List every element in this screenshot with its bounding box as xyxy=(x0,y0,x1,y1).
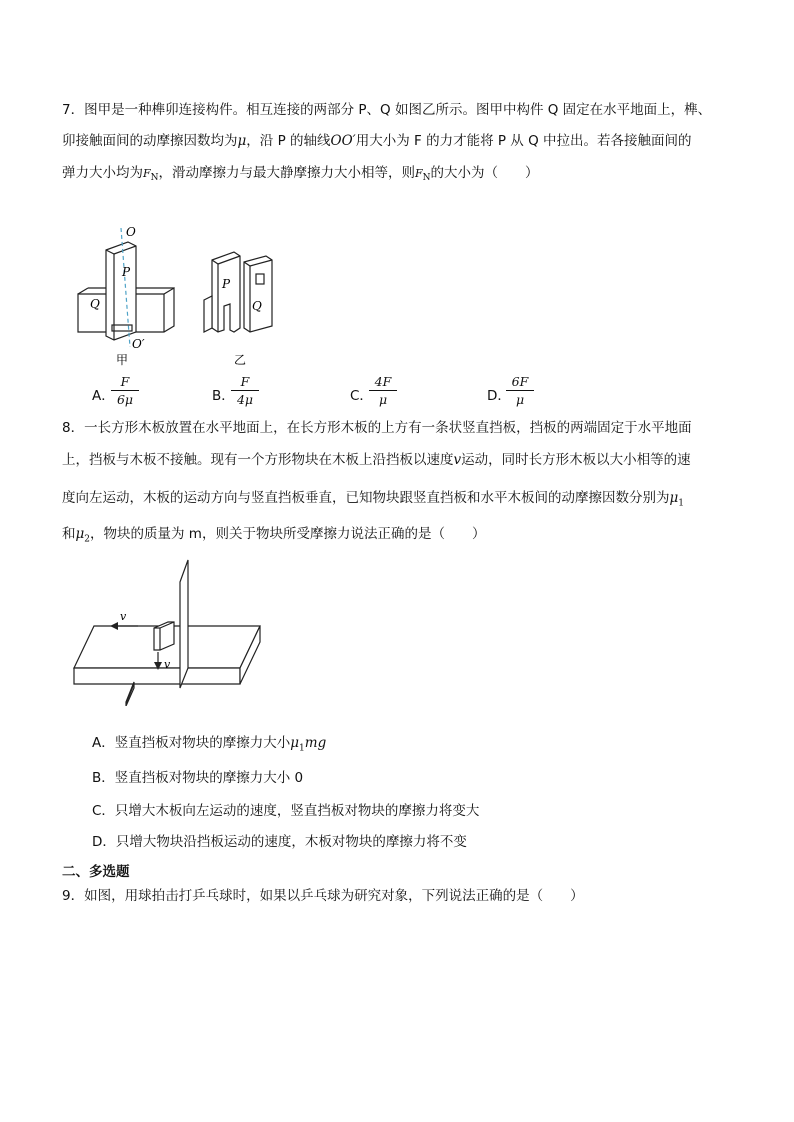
q7-option-c-fraction: 4F μ xyxy=(366,374,400,407)
q8-figure-board-and-baffle xyxy=(70,556,270,706)
q7-mu-symbol: μ xyxy=(237,133,247,149)
q7-label-Q: Q xyxy=(90,297,100,311)
q7-label-O-prime: O′ xyxy=(132,337,145,351)
q8-text-line3 xyxy=(62,488,684,514)
q8-option-a xyxy=(92,733,326,759)
q8-text-line4 xyxy=(62,524,485,550)
q8-text-line1: 8．一长方形木板放置在水平地面上，在长方形木板的上方有一条状竖直挡板，挡板的两端固定于水平地面 xyxy=(62,420,692,436)
q8-text-line2 xyxy=(62,450,691,470)
section-multi-choice-title: 二、多选题 xyxy=(62,864,130,880)
q7-line2-part-a: 卯接触面间的动摩擦因数均为 xyxy=(62,133,238,149)
q7-label-yi: 乙 xyxy=(234,353,247,367)
q7-option-d-fraction: 6F μ xyxy=(503,374,537,407)
q7-yi-label-Q: Q xyxy=(252,299,262,313)
q8-option-d: D．只增大物块沿挡板运动的速度，木板对物块的摩擦力将不变 xyxy=(92,834,467,850)
q7-line3-part-c: 的大小为（ ） xyxy=(430,165,539,181)
q7-fn-symbol-1: $F_N$ xyxy=(143,167,159,184)
q8-option-b: B．竖直挡板对物块的摩擦力大小 0 xyxy=(92,770,304,786)
q7-line2-part-c: 用大小为 F 的力才能将 P 从 Q 中拉出。若各接触面间的 xyxy=(355,133,692,149)
q7-fn-symbol-2: $F_N$ xyxy=(415,167,431,184)
q7-label-jia: 甲 xyxy=(116,353,129,367)
q7-label-O: O xyxy=(126,225,136,239)
q7-axis-label: OO′ xyxy=(330,133,356,149)
q7-option-d-label: D． xyxy=(487,388,511,404)
q7-label-P: P xyxy=(122,265,131,279)
q7-text-line3 xyxy=(62,163,539,188)
q8-line2-part-a: 上，挡板与木板不接触。现有一个方形物块在木板上沿挡板以速度 xyxy=(62,452,454,468)
q8-line2-part-b: 运动，同时长方形木板以大小相等的速 xyxy=(461,452,691,468)
q8-line4-part-b: ，物块的质量为 m，则关于物块所受摩擦力说法正确的是（ ） xyxy=(90,526,486,542)
q8-line3-part-a: 度向左运动，木板的运动方向与竖直挡板垂直，已知物块跟竖直挡板和水平木板间的动摩擦因数分别为 xyxy=(62,490,670,506)
q8-option-c: C．只增大木板向左运动的速度，竖直挡板对物块的摩擦力将变大 xyxy=(92,803,480,819)
q7-line2-part-b: ，沿 P 的轴线 xyxy=(246,133,331,149)
q7-option-a-label: A． xyxy=(92,388,115,404)
q7-figure-yi xyxy=(196,244,286,370)
q7-option-a-fraction: F 6μ xyxy=(108,374,142,407)
q7-line3-part-a: 弹力大小均为 xyxy=(62,165,143,181)
q8-option-a-text: A．竖直挡板对物块的摩擦力大小 xyxy=(92,735,291,751)
q8-option-a-math: $\mu_1mg$ xyxy=(290,735,327,754)
q7-text-line2 xyxy=(62,131,692,151)
q8-v-symbol: v xyxy=(453,452,462,468)
q7-yi-label-P: P xyxy=(222,277,231,291)
q8-line4-part-a: 和 xyxy=(62,526,76,542)
q7-line3-part-b: ，滑动摩擦力与最大静摩擦力大小相等，则 xyxy=(158,165,416,181)
q9-text-line1: 9．如图，用球拍击打乒乓球时，如果以乒乓球为研究对象，下列说法正确的是（ ） xyxy=(62,888,584,904)
q8-mu2-symbol: $\mu_2$ xyxy=(75,526,91,545)
q7-figure-jia xyxy=(70,222,190,370)
q7-text-line1: 7．图甲是一种榫卯连接构件。相互连接的两部分 P、Q 如图乙所示。图甲中构件 Q 固定在水平地面上，榫、 xyxy=(62,102,712,118)
q8-mu1-symbol: $\mu_1$ xyxy=(669,490,685,509)
q8-label-v-top: v xyxy=(120,610,127,623)
q7-option-b-label: B． xyxy=(212,388,235,404)
q7-option-b-fraction: F 4μ xyxy=(228,374,262,407)
q7-option-c-label: C． xyxy=(350,388,373,404)
q8-label-v-bottom: v xyxy=(164,658,171,671)
